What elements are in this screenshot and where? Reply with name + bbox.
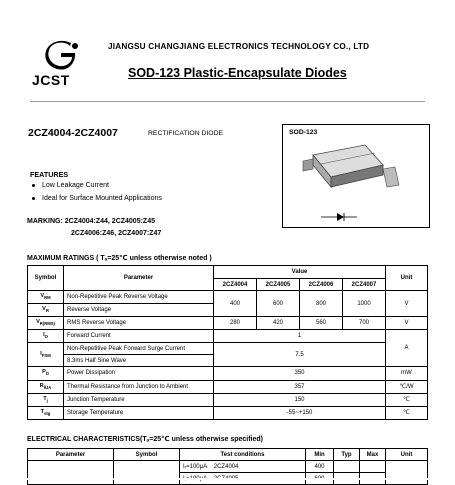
col-typ: Typ (334, 449, 360, 461)
logo-text: JCST (32, 72, 70, 88)
package-drawing (282, 124, 430, 228)
jcst-logo-icon (44, 40, 80, 70)
part-col: 2CZ4007 (343, 279, 386, 291)
col-unit: Unit (386, 266, 428, 291)
header-divider (30, 101, 425, 102)
company-name: JIANGSU CHANGJIANG ELECTRONICS TECHNOLOGY CO., LTD (108, 42, 370, 51)
col-symbol: Symbol (114, 449, 180, 461)
bullet-icon (32, 184, 35, 187)
max-ratings-heading: MAXIMUM RATINGS ( Tₐ=25℃ unless otherwise noted ) (27, 255, 212, 262)
max-ratings-table (27, 265, 428, 420)
feature-item: Low Leakage Current (32, 182, 109, 189)
part-col: 2CZ4005 (257, 279, 300, 291)
features-heading: FEATURES (30, 170, 69, 179)
col-parameter: Parameter (64, 266, 214, 291)
table-row: $T_{stg}$ Storage Temperature -55~+150 ℃ (28, 406, 428, 419)
col-parameter: Parameter (28, 449, 114, 461)
table-row: $V_R$ Reverse Voltage (28, 304, 428, 317)
col-symbol: Symbol (28, 266, 64, 291)
table-row: $R_{\theta JA}$ Thermal Resistance from Junction to Ambient 357 ℃/W (28, 380, 428, 393)
marking-line-2: 2CZ4006:Z46, 2CZ4007:Z47 (71, 230, 162, 237)
sod123-package-icon (283, 125, 429, 227)
col-min: Min (306, 449, 334, 461)
table-row: $V_{RM}$ Non-Repetitive Peak Reverse Voltage 400 600 800 1000 V (28, 291, 428, 304)
col-unit: Unit (386, 449, 428, 461)
table-row: Iᵣ=100μA 2CZ4004 400 (28, 461, 428, 473)
table-row: $I_{FSM}$ Non-Repetitive Peak Forward Surge Current 7.5 (28, 343, 428, 355)
table-row: $V_{R(RMS)}$ RMS Reverse Voltage 280 420 560 700 V (28, 317, 428, 330)
package-label: SOD-123 (289, 129, 318, 136)
col-value: Value (214, 266, 386, 279)
bullet-icon (32, 197, 35, 200)
col-test-conditions: Test conditions (180, 449, 306, 461)
document-title: SOD-123 Plastic-Encapsulate Diodes (128, 66, 347, 80)
part-description: RECTIFICATION DIODE (148, 130, 224, 137)
table-row: $T_j$ Junction Temperature 150 ℃ (28, 393, 428, 406)
table-row: $I_O$ Forward Current 1 A (28, 330, 428, 343)
part-number: 2CZ4004-2CZ4007 (28, 127, 118, 139)
col-max: Max (360, 449, 386, 461)
part-col: 2CZ4004 (214, 279, 257, 291)
feature-item: Ideal for Surface Mounted Applications (32, 195, 162, 202)
marking-line-1: MARKING: 2CZ4004:Z44, 2CZ4005:Z45 (27, 218, 155, 225)
part-col: 2CZ4006 (300, 279, 343, 291)
table-row: $P_D$ Power Dissipation 350 mW (28, 367, 428, 380)
table-row: 8.3ms Half Sine Wave (28, 355, 428, 367)
elec-char-heading: ELECTRICAL CHARACTERISTICS(Tₐ=25℃ unless otherwise specified) (27, 436, 264, 443)
